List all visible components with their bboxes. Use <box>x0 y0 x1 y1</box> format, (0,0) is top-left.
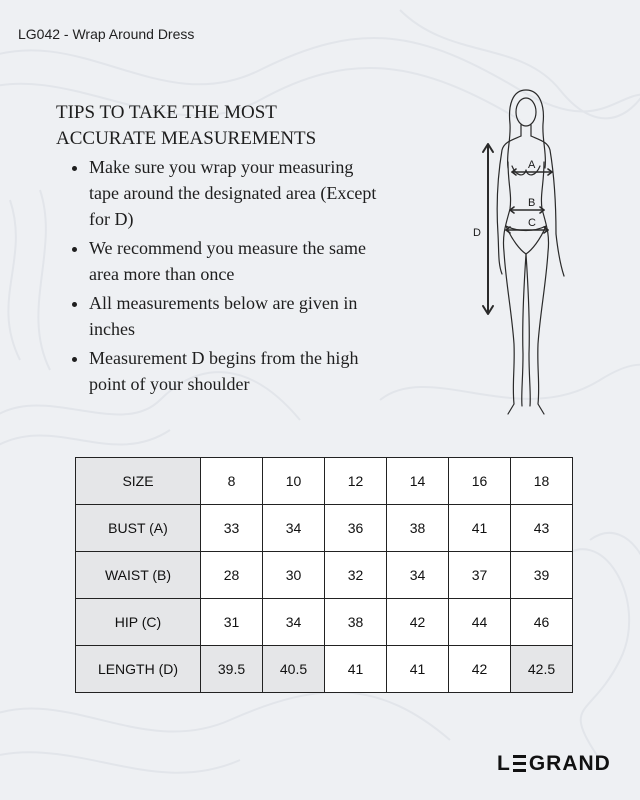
measurement-tips <box>56 100 386 400</box>
table-cell: 28 <box>201 552 263 599</box>
table-cell: 41 <box>387 646 449 693</box>
tips-heading-line-1: TIPS TO TAKE THE MOST <box>56 102 277 123</box>
tip-item: • Make sure you wrap your measuring tape around the designated area (Except for D) <box>89 154 386 232</box>
table-cell: 10 <box>263 458 325 505</box>
table-cell: 38 <box>325 599 387 646</box>
label-a: A <box>528 159 536 171</box>
table-cell: 42 <box>387 599 449 646</box>
row-header: LENGTH (D) <box>76 646 201 693</box>
row-header: WAIST (B) <box>76 552 201 599</box>
label-b: B <box>528 197 536 209</box>
table-row <box>76 552 573 599</box>
row-header: BUST (A) <box>76 505 201 552</box>
logo-right: GRAND <box>528 752 611 775</box>
table-cell: 39.5 <box>201 646 263 693</box>
table-cell: 36 <box>325 505 387 552</box>
table-row <box>76 458 573 505</box>
table-cell: 34 <box>263 599 325 646</box>
label-d: D <box>473 227 481 239</box>
table-cell: 34 <box>263 505 325 552</box>
table-cell: 43 <box>511 505 573 552</box>
logo-e-mark <box>513 754 527 772</box>
table-cell: 34 <box>387 552 449 599</box>
row-header: SIZE <box>76 458 201 505</box>
table-cell: 16 <box>449 458 511 505</box>
brand-logo <box>497 752 611 776</box>
label-c: C <box>528 217 536 229</box>
logo-left: L <box>497 752 511 775</box>
table-cell: 42 <box>449 646 511 693</box>
table-cell: 42.5 <box>511 646 573 693</box>
row-header: HIP (C) <box>76 599 201 646</box>
size-chart-table <box>75 457 573 693</box>
table-row <box>76 599 573 646</box>
table-cell: 30 <box>263 552 325 599</box>
tip-item: • We recommend you measure the same area more than once <box>89 235 386 287</box>
table-cell: 44 <box>449 599 511 646</box>
tips-list <box>56 154 386 397</box>
tips-heading-line-2: ACCURATE MEASUREMENTS <box>56 128 317 149</box>
table-cell: 14 <box>387 458 449 505</box>
table-cell: 46 <box>511 599 573 646</box>
product-title: LG042 - Wrap Around Dress <box>18 26 195 42</box>
table-cell: 31 <box>201 599 263 646</box>
table-cell: 18 <box>511 458 573 505</box>
table-cell: 12 <box>325 458 387 505</box>
table-cell: 37 <box>449 552 511 599</box>
table-cell: 8 <box>201 458 263 505</box>
tips-heading <box>56 100 386 152</box>
table-cell: 41 <box>449 505 511 552</box>
tip-item: • All measurements below are given in inches <box>89 290 386 342</box>
table-cell: 39 <box>511 552 573 599</box>
table-cell: 33 <box>201 505 263 552</box>
table-cell: 41 <box>325 646 387 693</box>
table-row <box>76 646 573 693</box>
tip-item: • Measurement D begins from the high point of your shoulder <box>89 345 386 397</box>
table-cell: 38 <box>387 505 449 552</box>
body-measurement-figure <box>468 84 588 420</box>
table-cell: 40.5 <box>263 646 325 693</box>
table-row <box>76 505 573 552</box>
table-cell: 32 <box>325 552 387 599</box>
